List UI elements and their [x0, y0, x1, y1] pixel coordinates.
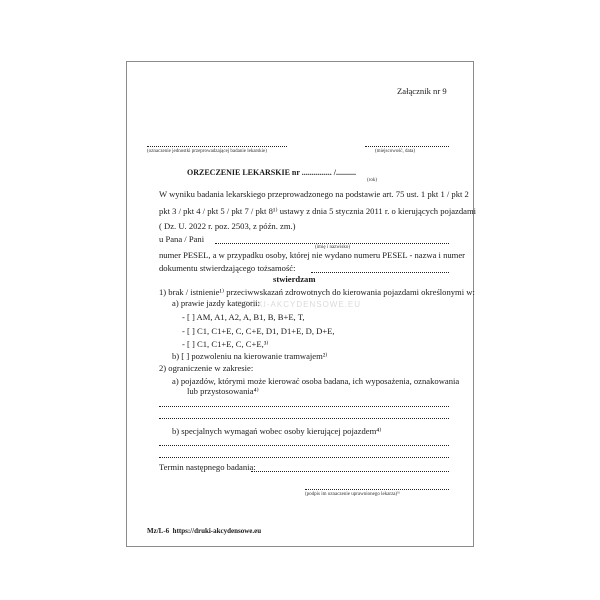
next-exam-line [251, 471, 449, 472]
category-row-3: - [ ] C1, C1+E, C, C+E,³⁾ [182, 339, 269, 349]
unit-line [147, 146, 287, 147]
form-sheet [126, 61, 477, 547]
person-label: u Pana / Pani [159, 234, 205, 244]
item-2a-line-1: a) pojazdów, którymi może kierować osoba badana, ich wyposażenia, oznakowania [172, 376, 460, 386]
document-title: ORZECZENIE LEKARSKIE nr ............... /.......... [187, 168, 356, 177]
pesel-line-1: numer PESEL, a w przypadku osoby, której nie wydano numeru PESEL - nazwa i numer [159, 250, 466, 260]
place-line [365, 146, 449, 147]
intro-line-1: W wyniku badania lekarskiego przeprowadzonego na podstawie art. 75 ust. 1 pkt 1 / pkt 2 [159, 189, 469, 199]
next-exam-label: Termin następnego badania: [159, 462, 256, 472]
section-heading: stwierdzam [273, 274, 316, 284]
item-1a: a) prawie jazdy kategorii: [172, 298, 261, 308]
category-row-1: - [ ] AM, A1, A2, A, B1, B, B+E, T, [182, 312, 305, 322]
watermark: DRUKI-AKCYDENSOWE.EU [237, 300, 362, 309]
place-caption: (miejscowość, data) [375, 149, 415, 154]
form-code: Mz/L-6 [147, 527, 170, 535]
category-row-2: - [ ] C1, C1+E, C, C+E, D1, D1+E, D, D+E, [182, 326, 335, 336]
item-2: 2) ograniczenie w zakresie: [159, 363, 254, 373]
footer [147, 527, 261, 535]
restriction-line-2 [159, 418, 449, 419]
name-line [215, 243, 449, 244]
intro-line-3: ( Dz. U. 2022 r. poz. 2503, z późn. zm.) [159, 221, 296, 231]
footer-url: https://druki-akcydensowe.eu [172, 527, 262, 535]
annex-label: Załącznik nr 9 [397, 86, 447, 96]
item-1: 1) brak / istnienie¹⁾ przeciwwskazań zdrowotnych do kierowania pojazdami określonymi w: [159, 287, 475, 297]
item-2a-line-2: lub przystosowania⁴⁾ [187, 386, 259, 396]
signature-line [305, 489, 449, 490]
year-caption: (rok) [367, 178, 377, 183]
intro-line-2: pkt 3 / pkt 4 / pkt 5 / pkt 7 / pkt 8¹⁾ ustawy z dnia 5 stycznia 2011 r. o kierujących pojazdami [159, 206, 477, 216]
requirements-line-2 [159, 457, 449, 458]
item-1b: b) [ ] pozwoleniu na kierowanie tramwajem²⁾ [172, 351, 328, 361]
identity-line [311, 272, 449, 273]
name-caption: (imię i nazwisko) [315, 245, 350, 250]
unit-caption: (oznaczenie jednostki przeprowadzającej badanie lekarskie) [147, 149, 267, 154]
item-2b: b) specjalnych wymagań wobec osoby kierującej pojazdem⁴⁾ [172, 426, 382, 436]
pesel-line-2: dokumentu stwierdzającego tożsamość: [159, 263, 296, 273]
restriction-line-1 [159, 406, 449, 407]
signature-caption: (podpis im oznaczenie uprawnionego lekarza)⁵⁾ [305, 492, 401, 497]
requirements-line-1 [159, 445, 449, 446]
